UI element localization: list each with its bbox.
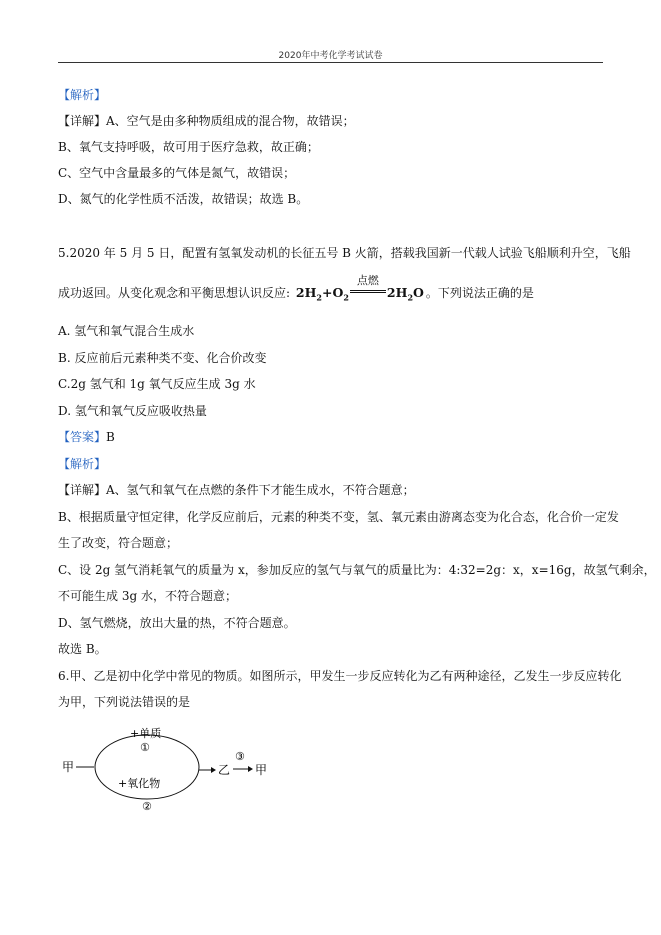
analysis-tag: 【解析】 — [58, 88, 107, 102]
q4-detail — [58, 113, 355, 129]
q5-detail-c1: C、设 2g 氢气消耗氧气的质量为 x，参加反应的氢气与氧气的质量比为：4:32=2g：x，x=16g，故氢气剩余， — [58, 563, 656, 577]
detail-tag: 【详解】 — [58, 114, 107, 128]
analysis-tag: 【解析】 — [58, 457, 107, 471]
detail-tag: 【详解】 — [58, 483, 107, 497]
eq-o: O — [413, 285, 424, 300]
q5-detail-b2: 生了改变，符合题意； — [58, 536, 179, 550]
q4-detail-d: D、氮气的化学性质不活泼，故错误；故选 B。 — [58, 192, 309, 206]
reaction-condition — [350, 274, 386, 298]
q5-stem-line1: 5.2020 年 5 月 5 日，配置有氢氧发动机的长征五号 B 火箭，搭载我国新一代载人试验飞船顺利升空，飞船 — [58, 246, 631, 260]
eq-h2o: 2H — [386, 285, 408, 300]
eq-sub: 2 — [316, 292, 322, 303]
q5-answer — [58, 429, 115, 445]
q4-detail-b: B、氧气支持呼吸，故可用于医疗急救，故正确； — [58, 140, 319, 154]
conversion-diagram — [58, 722, 298, 822]
diagram-jia-out: 甲 — [255, 763, 268, 777]
diagram-arrowhead — [211, 767, 216, 773]
diagram-yi: 乙 — [218, 763, 231, 777]
eq-sub: 2 — [343, 292, 349, 303]
q5-detail-c2: 不可能生成 3g 水，不符合题意； — [58, 589, 237, 603]
header-divider — [58, 62, 603, 63]
q5-detail-b1: B、根据质量守恒定律，化学反应前后，元素的种类不变，氢、氧元素由游离态变为化合态，化合价一定发 — [58, 510, 619, 524]
q5-option-c: C.2g 氢气和 1g 氧气反应生成 3g 水 — [58, 377, 256, 391]
answer-tag: 【答案】 — [58, 430, 107, 444]
eq-sub: 2 — [407, 292, 414, 303]
q6-stem-line2: 为甲，下列说法错误的是 — [58, 695, 191, 709]
q5-stem-before: 成功返回。从变化观念和平衡思想认识反应: — [58, 286, 291, 300]
answer-value: B — [106, 430, 115, 444]
chemical-equation — [295, 274, 424, 306]
diagram-circle-3: ③ — [235, 750, 245, 763]
page-header: 2020年中考化学考试试卷 — [278, 51, 383, 61]
diagram-bottom-label: +氧化物 — [118, 777, 161, 790]
diagram-circle-2: ② — [142, 800, 152, 813]
diagram-arrowhead — [248, 766, 253, 772]
q5-option-b: B. 反应前后元素种类不变、化合价改变 — [58, 351, 267, 365]
diagram-top-label: +单质 — [130, 727, 162, 740]
q5-option-a: A. 氢气和氧气混合生成水 — [58, 324, 195, 338]
q5-conclusion: 故选 B。 — [58, 642, 107, 656]
q4-detail-c: C、空气中含量最多的气体是氮气，故错误； — [58, 166, 296, 180]
q5-detail-d: D、氢气燃烧，放出大量的热，不符合题意。 — [58, 616, 296, 630]
q5-option-d: D. 氢气和氧气反应吸收热量 — [58, 404, 207, 418]
q5-stem-line2 — [58, 274, 534, 306]
q6-stem-line1: 6.甲、乙是初中化学中常见的物质。如图所示，甲发生一步反应转化为乙有两种途径，乙发生一步反应转化 — [58, 669, 622, 683]
eq-h2: 2H — [295, 285, 317, 300]
diagram-jia: 甲 — [62, 760, 75, 774]
q4-detail-a: A、空气是由多种物质组成的混合物，故错误； — [106, 114, 355, 128]
q5-detail-a: A、氢气和氧气在点燃的条件下才能生成水，不符合题意； — [106, 483, 415, 497]
q5-detail — [58, 482, 415, 498]
eq-o2: +O — [321, 285, 344, 300]
condition-label: 点燃 — [356, 274, 379, 287]
diagram-circle-1: ① — [140, 741, 150, 754]
q5-stem-after: 。下列说法正确的是 — [425, 286, 534, 300]
